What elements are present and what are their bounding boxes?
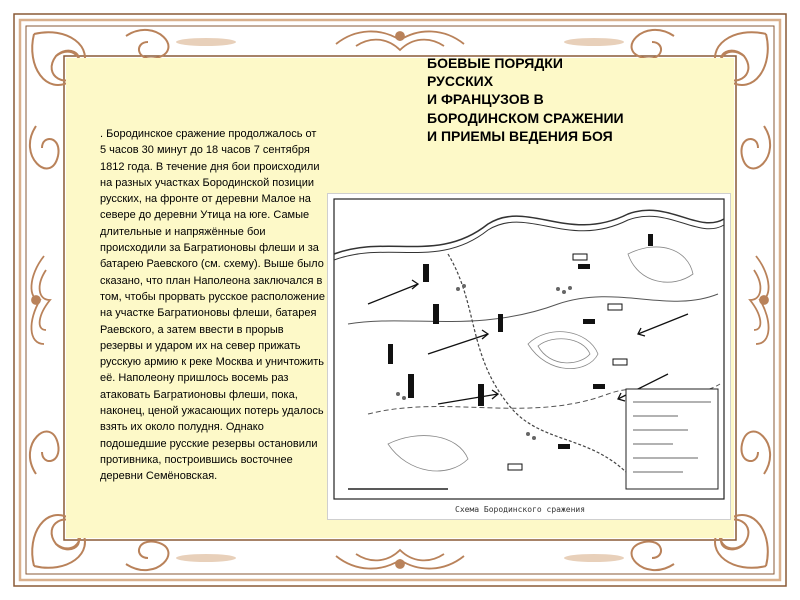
slide-title: БОЕВЫЕ ПОРЯДКИ РУССКИХ И ФРАНЦУЗОВ В БОРОДИНСКОМ СРАЖЕНИИ И ПРИЕМЫ ВЕДЕНИЯ БОЯ bbox=[427, 55, 624, 144]
map-caption: Схема Бородинского сражения bbox=[455, 505, 586, 514]
battle-map-drawing bbox=[328, 194, 730, 519]
body-text: . Бородинское сражение продолжалось от 5 часов 30 минут до 18 часов 7 сентября 1812 года. В течение дня бои происходили на разных участках Бородинской позиции русских, на фронте от деревни Малое на севере до деревни Утица на юге. Самые длительные и напряжённые бои происходили за Багратионовы флеши и за батарею Раевского (см. схему). Выше было сказано, что план Наполеона заключался в том, чтобы прорвать русское расположение на участке Багратионовы флеши, батарея Раевского, а затем ввести в прорыв резервы и ударом их на север прижать русскую армию к реке Москва и уничтожить её. Наполеону пришлось восемь раз атаковать Багратионовы флеши, пока, наконец, ценой ужасающих потерь удалось взять их около полудня. Однако подошедшие русские резервы остановили противника, построившись восточнее деревни Семёновская. bbox=[100, 128, 325, 483]
battle-map-image bbox=[327, 193, 731, 520]
